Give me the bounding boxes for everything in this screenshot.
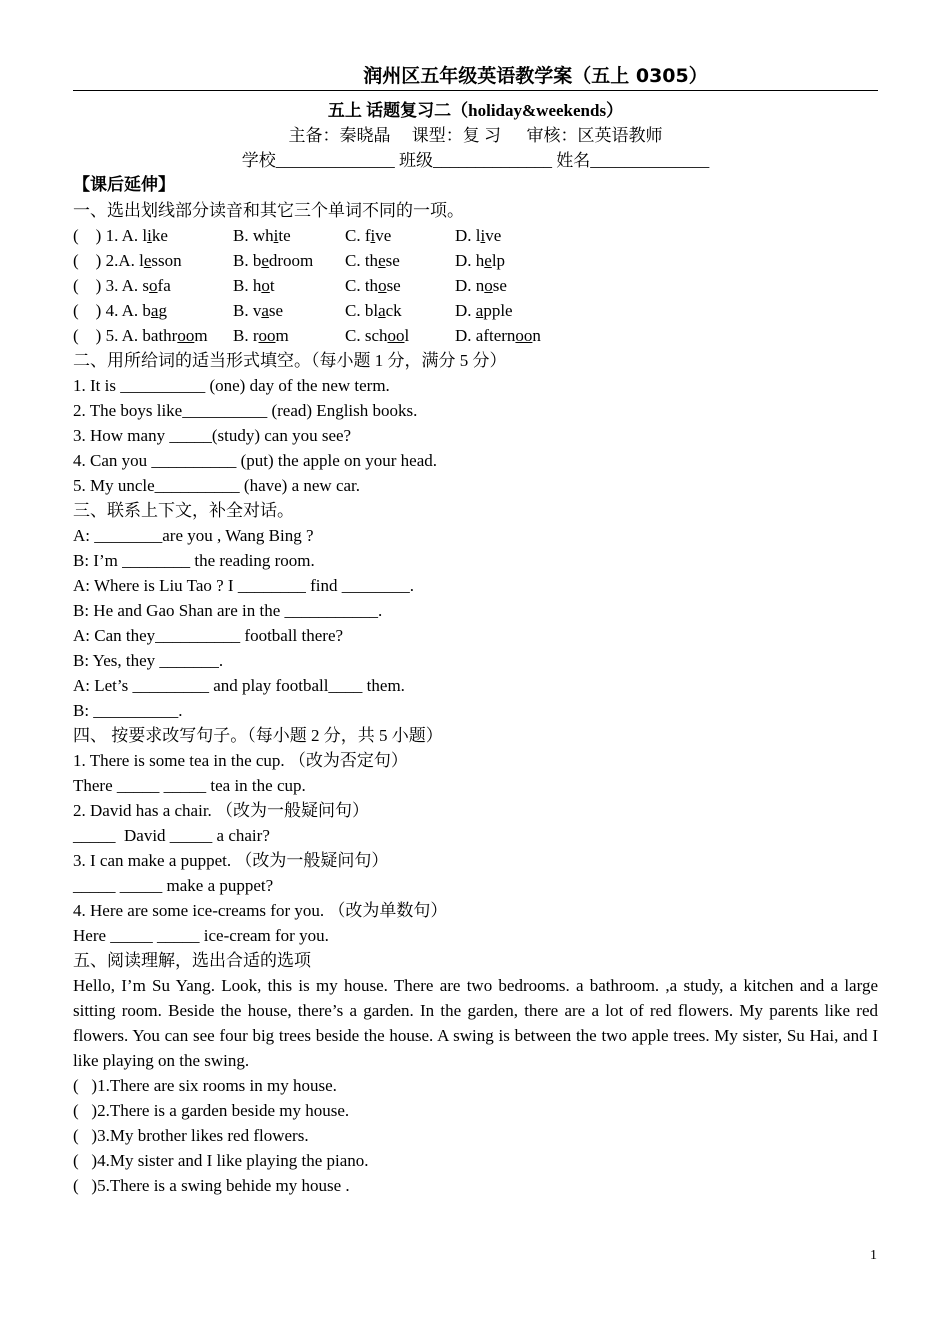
underlined-letters: oo <box>177 326 195 345</box>
reading-question: ( )5.There is a swing behide my house . <box>73 1176 350 1195</box>
underlined-letters: a <box>378 301 386 320</box>
underlined-letters: o <box>378 276 387 295</box>
student-info-fields: 学校______________ 班级______________ 姓名______________ <box>241 151 710 170</box>
underlined-letters: e <box>378 251 386 270</box>
section2-line: 3. How many _____(study) can you see? <box>73 426 352 445</box>
rewrite-line: 2. David has a chair. （改为一般疑问句） <box>73 801 370 820</box>
section2-line: 4. Can you __________ (put) the apple on your head. <box>73 451 438 470</box>
dialogue-line: B: __________. <box>73 701 183 720</box>
underlined-letters: i <box>147 226 152 245</box>
underlined-letters: i <box>370 226 376 245</box>
underlined-letters: e <box>484 251 492 270</box>
pronunciation-item: ( ) 5. A. bathroom B. room C. school D. afternoon <box>73 323 878 348</box>
dialogue-line: A: Can they__________ football there? <box>73 626 344 645</box>
underlined-letters: e <box>143 251 152 270</box>
pronunciation-item: ( ) 1. A. like B. white C. five D. live <box>73 223 878 248</box>
underlined-letters: o <box>484 276 493 295</box>
underlined-letters: oo <box>387 326 405 345</box>
section5-questions <box>73 1073 878 1198</box>
section1-title: 一、选出划线部分读音和其它三个单词不同的一项。 <box>73 201 464 220</box>
dialogue-line: A: Let’s _________ and play football____ them. <box>73 676 405 695</box>
underlined-letters: e <box>261 251 269 270</box>
reading-question: ( )4.My sister and I like playing the piano. <box>73 1151 369 1170</box>
section3-title: 三、联系上下文，补全对话。 <box>73 501 294 520</box>
rewrite-line: 4. Here are some ice-creams for you. （改为单数句） <box>73 901 448 920</box>
lesson-info: 主备：秦晓晶 课型：复 习 审核：区英语教师 <box>288 126 663 145</box>
rewrite-line: Here _____ _____ ice-cream for you. <box>73 926 329 945</box>
reading-question: ( )1.There are six rooms in my house. <box>73 1076 337 1095</box>
pronunciation-item: ( ) 2.A. lesson B. bedroom C. these D. help <box>73 248 878 273</box>
section5-title: 五、阅读理解，选出合适的选项 <box>73 951 311 970</box>
section2-line: 1. It is __________ (one) day of the new term. <box>73 376 390 395</box>
reading-question: ( )3.My brother likes red flowers. <box>73 1126 309 1145</box>
underlined-letters: a <box>475 301 484 320</box>
underlined-letters: a <box>261 301 269 320</box>
pronunciation-item: ( ) 4. A. bag B. vase C. black D. apple <box>73 298 878 323</box>
worksheet-page <box>73 62 878 1198</box>
reading-passage: Hello, I’m Su Yang. Look, this is my house. There are two bedrooms. a bathroom. ,a study, a kitchen and a large sitting room. Beside the house, there’s a garden. In the garden, there are a lot of red flowers. My parents like red flowers. You can see four big trees beside the house. A swing is between the two apple trees. My sister, Su Hai, and I like playing on the swing. <box>73 976 878 1070</box>
pronunciation-item: ( ) 3. A. sofa B. hot C. those D. nose <box>73 273 878 298</box>
dialogue-line: B: I’m ________ the reading room. <box>73 551 315 570</box>
dialogue-line: A: ________are you , Wang Bing ? <box>73 526 314 545</box>
underlined-letters: oo <box>258 326 276 345</box>
rewrite-line: There _____ _____ tea in the cup. <box>73 776 306 795</box>
rewrite-line: 3. I can make a puppet. （改为一般疑问句） <box>73 851 389 870</box>
section2-lines <box>73 373 878 498</box>
section2-title: 二、用所给词的适当形式填空。（每小题 1 分，满分 5 分） <box>73 351 507 370</box>
rewrite-line: _____ _____ make a puppet? <box>73 876 274 895</box>
dialogue-line: A: Where is Liu Tao ? I ________ find ________. <box>73 576 414 595</box>
underlined-letters: o <box>149 276 158 295</box>
lesson-subtitle: 五上 话题复习二（holiday&weekends） <box>327 101 624 120</box>
section-heading: 【课后延伸】 <box>73 175 175 195</box>
page-number: 1 <box>870 1248 877 1263</box>
section1-items <box>73 223 878 348</box>
underlined-letters: oo <box>515 326 533 345</box>
underlined-letters: a <box>150 301 159 320</box>
underlined-letters: i <box>273 226 279 245</box>
section4-lines <box>73 748 878 948</box>
reading-question: ( )2.There is a garden beside my house. <box>73 1101 350 1120</box>
rewrite-line: _____ David _____ a chair? <box>73 826 270 845</box>
section4-title: 四、 按要求改写句子。（每小题 2 分，共 5 小题） <box>73 726 443 745</box>
section2-line: 2. The boys like__________ (read) English books. <box>73 401 418 420</box>
page-title: 润州区五年级英语教学案（五上 0305） <box>73 62 878 91</box>
section2-line: 5. My uncle__________ (have) a new car. <box>73 476 361 495</box>
underlined-letters: o <box>261 276 270 295</box>
rewrite-line: 1. There is some tea in the cup. （改为否定句） <box>73 751 408 770</box>
dialogue-line: B: Yes, they _______. <box>73 651 224 670</box>
section3-dialogue <box>73 523 878 723</box>
dialogue-line: B: He and Gao Shan are in the ___________. <box>73 601 383 620</box>
underlined-letters: i <box>480 226 486 245</box>
